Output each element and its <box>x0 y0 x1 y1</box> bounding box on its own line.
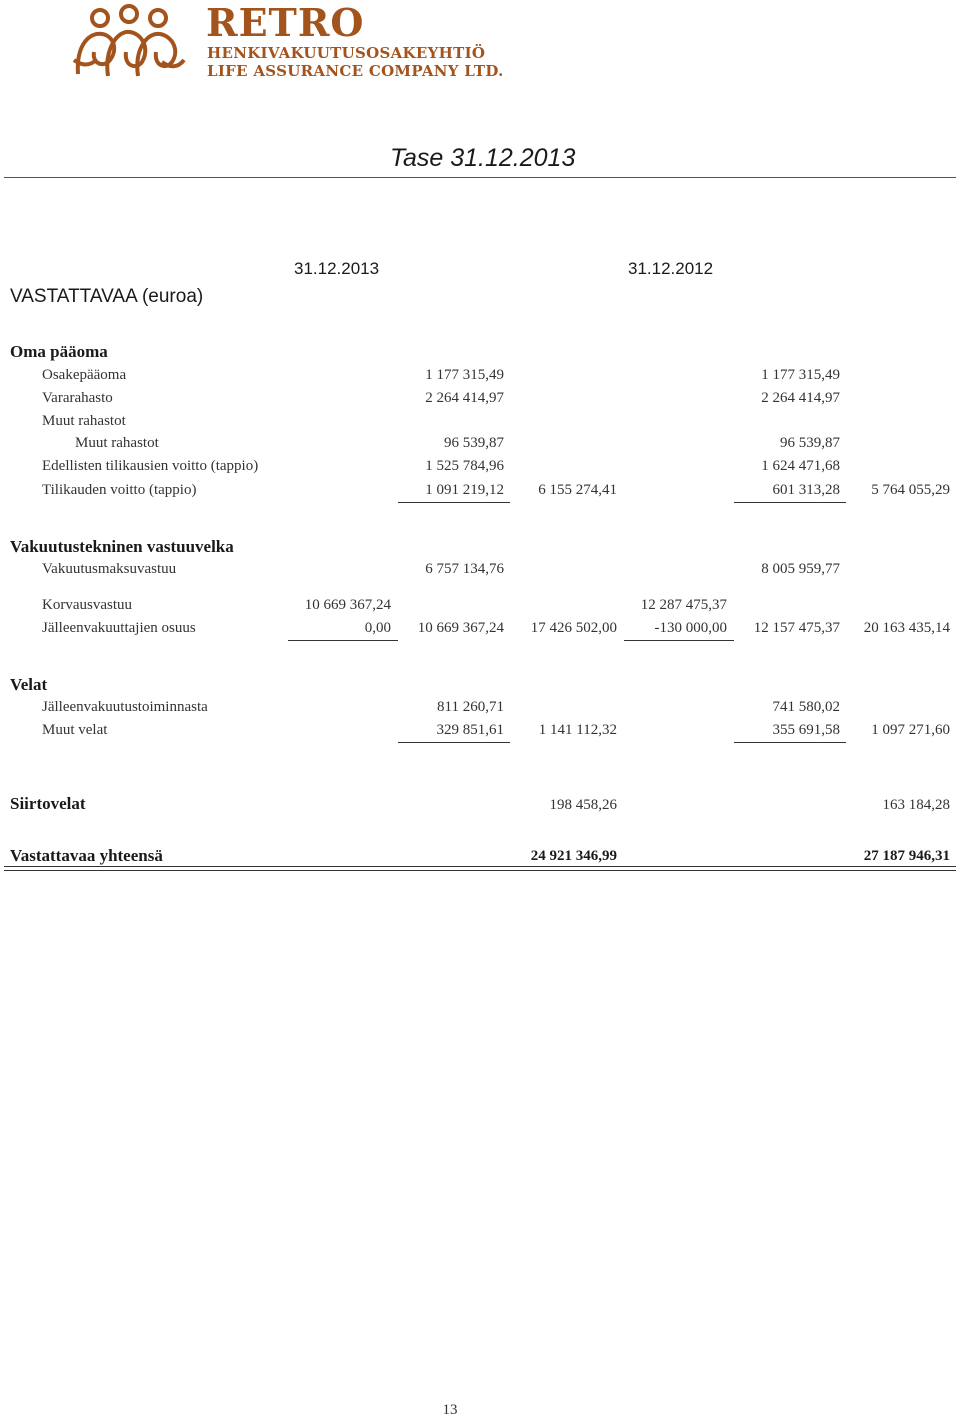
row-value-2013: 1 177 315,49 <box>425 367 504 383</box>
title-divider <box>4 177 956 178</box>
row-value-2012: 2 264 414,97 <box>761 390 840 406</box>
row-value-2013: 2 264 414,97 <box>425 390 504 406</box>
row-value-2012: 601 313,28 <box>772 482 840 498</box>
row-subvalue-2012: 12 287 475,37 <box>640 597 727 613</box>
row-subvalue-2012: -130 000,00 <box>654 620 727 636</box>
row-value-2013: 1 091 219,12 <box>425 482 504 498</box>
row-subvalue-2013: 0,00 <box>364 620 391 636</box>
page-title: Tase 31.12.2013 <box>390 144 576 172</box>
section-total-2012: 5 764 055,29 <box>871 482 950 498</box>
company-name: RETRO <box>206 0 365 45</box>
section-heading-oma-paaoma: Oma pääoma <box>10 342 108 361</box>
subtotal-underline <box>624 640 734 641</box>
subtotal-underline <box>398 742 510 743</box>
grand-total-2012: 27 187 946,31 <box>863 848 950 864</box>
row-value-2012: 96 539,87 <box>780 435 840 451</box>
row-label: Osakepääoma <box>42 367 127 383</box>
row-label: Muut velat <box>42 722 108 738</box>
section-total-2012: 1 097 271,60 <box>871 722 950 738</box>
row-value-2013: 6 757 134,76 <box>425 561 504 577</box>
row-label: Vakuutusmaksuvastuu <box>42 561 177 577</box>
table-section-label: VASTATTAVAA (euroa) <box>10 286 204 307</box>
section-total-2013: 198 458,26 <box>549 797 617 813</box>
row-value-2013: 96 539,87 <box>444 435 504 451</box>
subtotal-underline <box>398 502 510 503</box>
grand-total-2013: 24 921 346,99 <box>530 848 617 864</box>
row-value-2012: 355 691,58 <box>772 722 840 738</box>
section-total-2012: 163 184,28 <box>882 797 950 813</box>
row-value-2012: 741 580,02 <box>772 699 840 715</box>
row-label: Jälleenvakuuttajien osuus <box>42 620 196 636</box>
row-value-2012: 1 624 471,68 <box>761 458 840 474</box>
row-label: Jälleenvakuutustoiminnasta <box>42 699 208 715</box>
page-number: 13 <box>442 1402 458 1418</box>
section-heading-siirtovelat: Siirtovelat <box>10 794 86 813</box>
row-label: Muut rahastot <box>42 413 126 429</box>
row-label: Muut rahastot <box>75 435 159 451</box>
row-value-2013: 329 851,61 <box>436 722 504 738</box>
row-subvalue-2013: 10 669 367,24 <box>304 597 391 613</box>
section-total-2013: 6 155 274,41 <box>538 482 617 498</box>
row-value-2013: 811 260,71 <box>437 699 504 715</box>
section-heading-vakuutustekninen: Vakuutustekninen vastuuvelka <box>10 537 234 556</box>
row-label: Edellisten tilikausien voitto (tappio) <box>42 458 259 474</box>
company-name-english: LIFE ASSURANCE COMPANY LTD. <box>207 62 504 80</box>
row-label: Korvausvastuu <box>42 597 132 613</box>
section-heading-velat: Velat <box>10 675 48 694</box>
row-label: Vararahasto <box>42 390 113 406</box>
column-header-2012: 31.12.2012 <box>628 259 714 278</box>
section-total-2013: 1 141 112,32 <box>538 722 617 738</box>
subtotal-underline <box>734 502 846 503</box>
company-name-finnish: HENKIVAKUUTUSOSAKEYHTIÖ <box>207 44 486 62</box>
row-value-2012: 12 157 475,37 <box>753 620 840 636</box>
row-label: Tilikauden voitto (tappio) <box>42 482 197 498</box>
row-value-2013: 1 525 784,96 <box>425 458 504 474</box>
grand-total-label: Vastattavaa yhteensä <box>10 846 163 865</box>
section-total-2013: 17 426 502,00 <box>530 620 617 636</box>
subtotal-underline <box>734 742 846 743</box>
grand-total-double-underline <box>4 866 956 871</box>
row-value-2013: 10 669 367,24 <box>417 620 504 636</box>
row-value-2012: 8 005 959,77 <box>761 561 840 577</box>
column-header-2013: 31.12.2013 <box>294 259 380 278</box>
section-total-2012: 20 163 435,14 <box>863 620 950 636</box>
row-value-2012: 1 177 315,49 <box>761 367 840 383</box>
subtotal-underline <box>288 640 398 641</box>
interlinked-figures-logo-icon <box>70 4 188 80</box>
